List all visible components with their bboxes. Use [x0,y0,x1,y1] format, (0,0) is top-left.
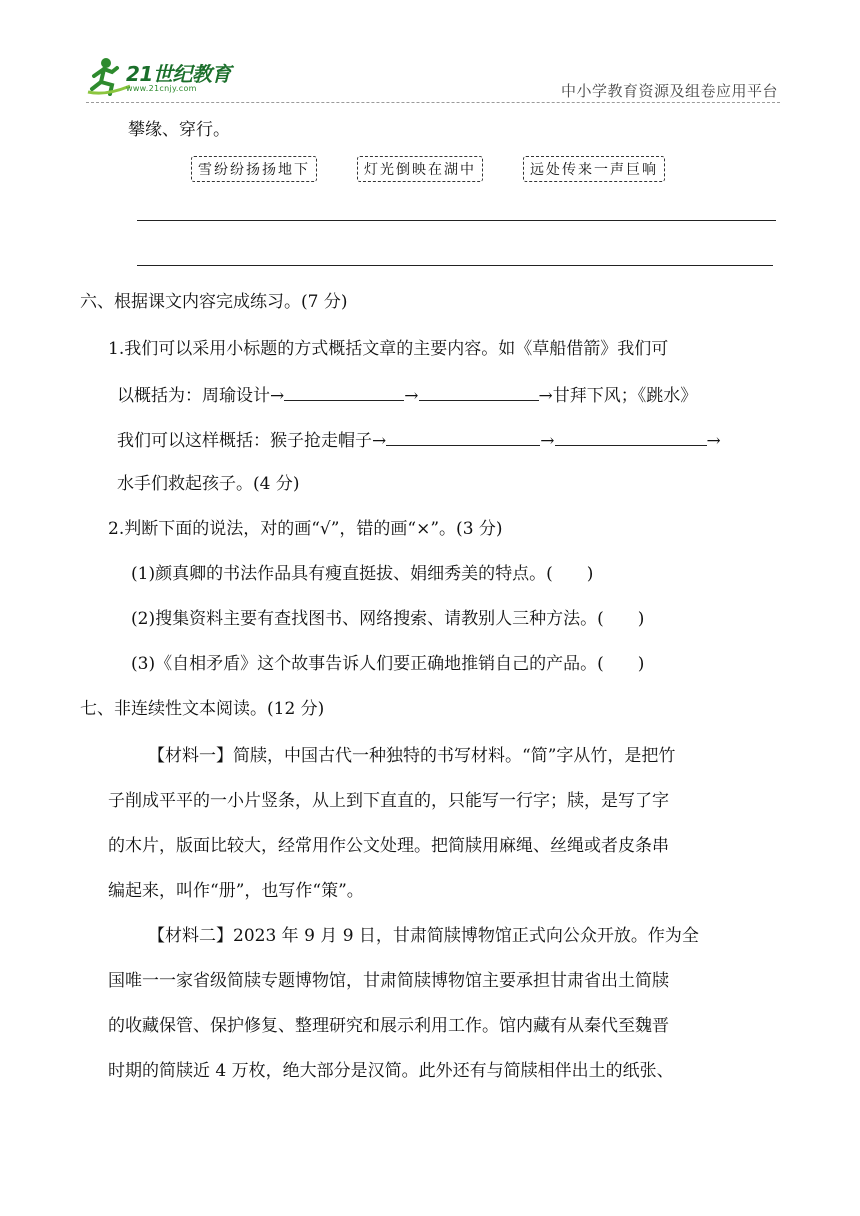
material1-line3: 的木片，版面比较大，经常用作公文处理。把简牍用麻绳、丝绳或者皮条串 [108,836,669,856]
fill-blank-2[interactable] [419,382,539,401]
q1-line3-text-b: → [540,431,555,451]
q2-item-2[interactable]: (2)搜集资料主要有查找图书、网络搜索、请教别人三种方法。( ) [131,609,645,629]
q2-stem: 2.判断下面的说法，对的画“√”，错的画“×”。(3 分) [108,519,503,539]
word-tag-2: 灯光倒映在湖中 [357,156,483,182]
platform-name: 中小学教育资源及组卷应用平台 [560,82,778,100]
material1-line2: 子削成平平的一小片竖条，从上到下直直的，只能写一行字；牍，是写了字 [108,791,669,811]
q1-line4: 水手们救起孩子。(4 分) [117,474,300,494]
fill-blank-1[interactable] [284,382,404,401]
q1-line2-text-b: → [404,386,419,406]
fill-blank-4[interactable] [555,427,707,446]
word-tag-3: 远处传来一声巨响 [523,156,665,182]
q2-item-3[interactable]: (3)《自相矛盾》这个故事告诉人们要正确地推销自己的产品。( ) [131,654,645,674]
material1-line4: 编起来，叫作“册”，也写作“策”。 [108,881,364,901]
q1-line3-text-a: 我们可以这样概括：猴子抢走帽子→ [117,431,387,451]
page-header [0,0,860,110]
q1-line2-text-a: 以概括为：周瑜设计→ [117,386,285,406]
q1-line3 [117,427,721,453]
q1-line3-text-c: → [706,431,721,451]
header-divider [86,102,780,103]
material2-line4: 时期的简牍近 4 万枚，绝大部分是汉简。此外还有与简牍相伴出土的纸张、 [108,1061,674,1081]
site-logo [86,56,246,98]
q1-line2-text-c: →甘拜下风；《跳水》 [538,386,698,406]
q1-line1: 1.我们可以采用小标题的方式概括文章的主要内容。如《草船借箭》我们可 [108,339,669,359]
section7-title: 七、非连续性文本阅读。(12 分) [80,699,325,719]
section5-tail: 攀缘、穿行。 [128,120,230,140]
q1-line2 [117,382,697,408]
fill-blank-3[interactable] [386,427,540,446]
answer-line-2[interactable] [137,265,773,266]
material2-line1: 【材料二】2023 年 9 月 9 日，甘肃简牍博物馆正式向公众开放。作为全 [148,926,699,946]
material1-line1: 【材料一】简牍，中国古代一种独特的书写材料。“简”字从竹，是把竹 [148,746,676,766]
section6-title: 六、根据课文内容完成练习。(7 分) [80,292,348,312]
answer-line-1[interactable] [137,220,776,221]
material2-line2: 国唯一一家省级简牍专题博物馆，甘肃简牍博物馆主要承担甘肃省出土简牍 [108,971,669,991]
q2-item-1[interactable]: (1)颜真卿的书法作品具有瘦直挺拔、娟细秀美的特点。( ) [131,564,594,584]
logo-url: www.21cnjy.com [126,84,197,93]
material2-line3: 的收藏保管、保护修复、整理研究和展示利用工作。馆内藏有从秦代至魏晋 [108,1016,669,1036]
logo-text: 21世纪教育 [126,62,231,86]
word-tag-1: 雪纷纷扬扬地下 [191,156,317,182]
